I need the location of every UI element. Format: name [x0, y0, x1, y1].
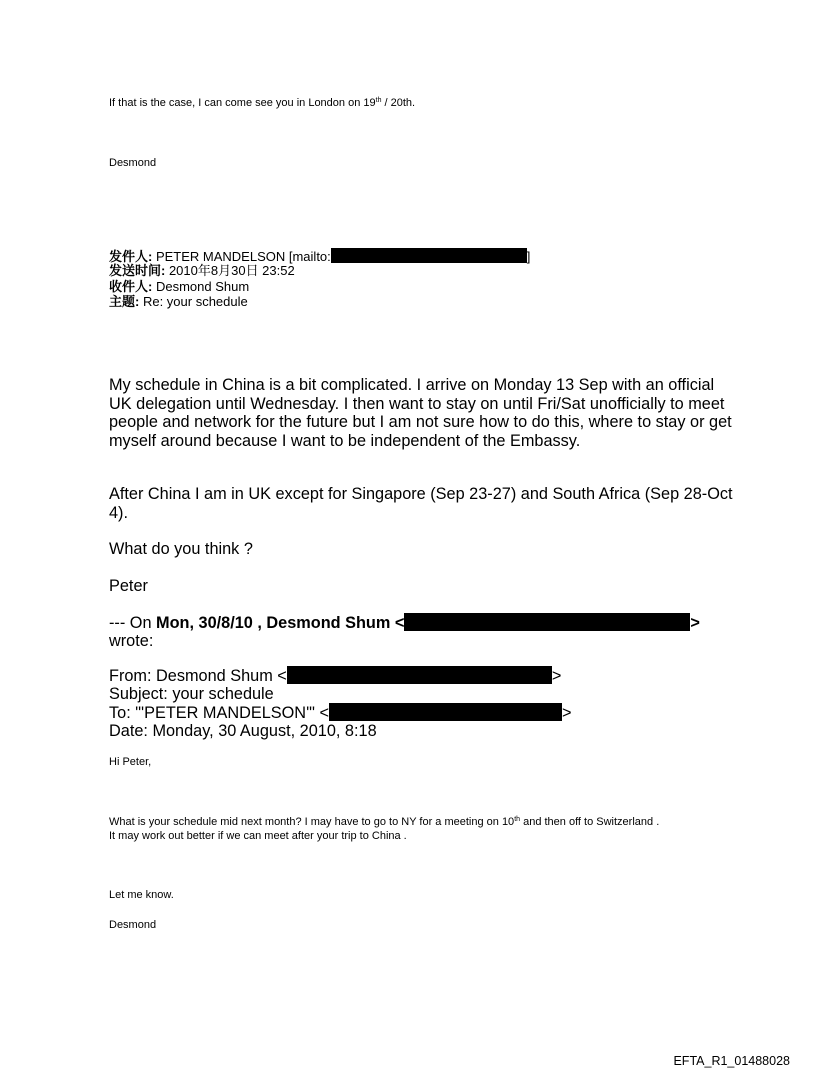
quoted-to: To: "'PETER MANDELSON'" < >: [109, 704, 572, 722]
quoted-subject: Subject: your schedule: [109, 684, 274, 703]
reply-signoff: Peter: [109, 577, 148, 595]
reply-para1-line1: My schedule in China is a bit complicated. I arrive on Monday 13 Sep with an official: [109, 376, 715, 394]
reply-question: What do you think ?: [109, 540, 253, 558]
quoted-from: From: Desmond Shum < >: [109, 667, 562, 685]
quoted-body-line1: What is your schedule mid next month? I may have to go to NY for a meeting on 10th and then off to Switzerland .: [109, 816, 660, 828]
reply-para1-line2: UK delegation until Wednesday. I then want to stay on until Fri/Sat unofficially to meet: [109, 394, 725, 413]
quote-intro-wrote: wrote:: [109, 631, 154, 650]
header-sent: 发送时间: 2010年8月30日 23:52: [109, 263, 295, 278]
reply-para1-line3: people and network for the future but I am not sure how to do this, where to stay or get: [109, 413, 732, 431]
quoted-date: Date: Monday, 30 August, 2010, 8:18: [109, 721, 377, 740]
quote-intro: --- On Mon, 30/8/10 , Desmond Shum < >: [109, 614, 700, 632]
redacted-email-block: [287, 666, 552, 684]
document-id: EFTA_R1_01488028: [673, 1054, 790, 1068]
reply-para2-line1: After China I am in UK except for Singapore (Sep 23-27) and South Africa (Sep 28-Oct: [109, 485, 733, 503]
reply-para2-line2: 4).: [109, 503, 129, 522]
quoted-body-line2: It may work out better if we can meet after your trip to China .: [109, 830, 407, 842]
quoted-closing: Let me know.: [109, 889, 174, 901]
quoted-greeting: Hi Peter,: [109, 756, 152, 768]
reply-para1-line4: myself around because I want to be independent of the Embassy.: [109, 431, 581, 450]
redacted-email-block: [404, 613, 690, 631]
redacted-email-block: [329, 703, 562, 721]
header-to: 收件人: Desmond Shum: [109, 279, 250, 294]
quoted-signoff: Desmond: [109, 919, 157, 931]
top-message-line: If that is the case, I can come see you in London on 19th / 20th.: [109, 97, 416, 109]
header-subject: 主题: Re: your schedule: [109, 294, 248, 309]
top-message-signoff: Desmond: [109, 157, 157, 169]
redacted-email-block: [331, 248, 527, 263]
header-from: 发件人: PETER MANDELSON [mailto: ]: [109, 249, 531, 264]
